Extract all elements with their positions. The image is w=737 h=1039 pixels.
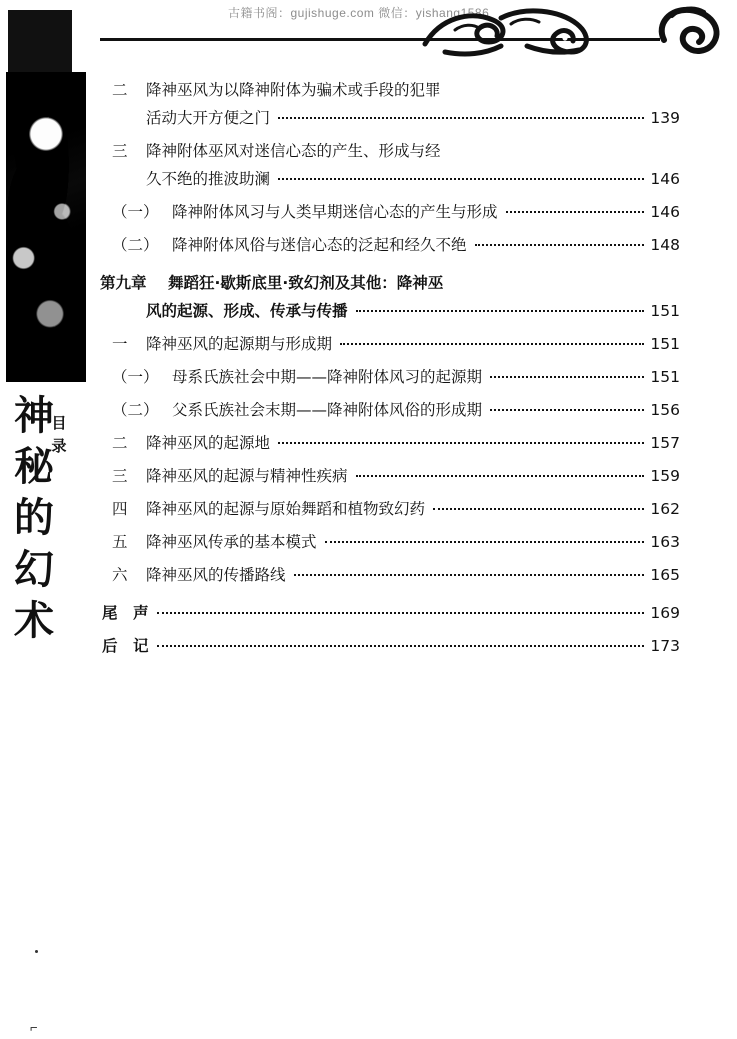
toc-page: 169 <box>650 604 680 622</box>
toc-label: 降神巫风为以降神附体为骗术或手段的犯罪 <box>146 81 441 99</box>
toc-continuation-label: 风的起源、形成、传承与传播 <box>146 302 348 320</box>
toc-leader <box>325 541 644 543</box>
toc-chapter-label: 舞蹈狂·歇斯底里·致幻剂及其他：降神巫 <box>168 274 444 292</box>
toc-label: 降神巫风的起源与精神性疾病 <box>146 467 348 485</box>
toc-marker: （一） <box>112 368 159 386</box>
toc-page: 139 <box>650 109 680 127</box>
spine-section-label <box>48 412 70 457</box>
watermark-text: 古籍书阁：gujishuge.com 微信：yishang1586 <box>228 6 490 20</box>
toc-page: 165 <box>650 566 680 584</box>
toc-marker: 后 记 <box>102 637 149 655</box>
spine-dot-mark <box>35 950 38 953</box>
toc-label: 父系氏族社会末期——降神附体风俗的形成期 <box>172 401 483 419</box>
spine-char-1: 秘 <box>14 443 54 491</box>
toc-marker: 一 <box>112 335 128 353</box>
toc-entry[interactable] <box>100 78 680 100</box>
toc-leader <box>506 211 644 213</box>
toc-page: 151 <box>650 302 680 320</box>
spine-char-0: 神 <box>14 392 54 439</box>
toc-page: 156 <box>650 401 680 419</box>
toc-label: 降神巫风的起源地 <box>146 434 271 452</box>
toc-entry[interactable] <box>100 332 680 354</box>
seal-ornament <box>650 0 730 58</box>
toc-entry[interactable] <box>100 464 680 486</box>
spine-char-3: 幻 <box>14 545 54 593</box>
toc-leader <box>490 409 644 411</box>
toc-entry-epilogue[interactable] <box>100 601 680 623</box>
toc-page: 162 <box>650 500 680 518</box>
toc-marker: 五 <box>112 533 128 551</box>
toc-entry[interactable] <box>100 431 680 453</box>
toc-leader <box>340 343 644 345</box>
toc-entry[interactable] <box>100 497 680 519</box>
toc-entry[interactable] <box>100 233 680 255</box>
toc-page: 163 <box>650 533 680 551</box>
toc-page: 151 <box>650 335 680 353</box>
toc-page: 151 <box>650 368 680 386</box>
toc-leader <box>278 442 644 444</box>
toc-page: 157 <box>650 434 680 452</box>
spine-block-top <box>8 10 72 72</box>
toc-leader <box>278 178 644 180</box>
spine-label-char-0: 目 <box>51 414 67 432</box>
toc-page: 146 <box>650 170 680 188</box>
toc-continuation-label: 久不绝的推波助澜 <box>146 170 271 188</box>
toc-entry-continuation[interactable] <box>100 106 680 128</box>
toc-label: 降神巫风的传播路线 <box>146 566 286 584</box>
spine-bottom-mark: ⌐ <box>30 1020 38 1035</box>
toc-entry[interactable] <box>100 563 680 585</box>
toc-page: 173 <box>650 637 680 655</box>
toc-leader <box>157 645 644 647</box>
toc-marker: （二） <box>112 236 159 254</box>
toc-leader <box>278 117 644 119</box>
toc-page: 159 <box>650 467 680 485</box>
toc-continuation-label: 活动大开方便之门 <box>146 109 271 127</box>
toc-label: 降神巫风的起源与原始舞蹈和植物致幻药 <box>146 500 426 518</box>
toc-label: 降神附体风俗与迷信心态的泛起和经久不绝 <box>172 236 467 254</box>
toc-leader <box>356 310 644 312</box>
toc-entry[interactable] <box>100 365 680 387</box>
toc-leader <box>490 376 644 378</box>
toc-marker: 二 <box>112 434 128 452</box>
toc-marker: （二） <box>112 401 159 419</box>
toc-marker: 四 <box>112 500 128 518</box>
toc-label: 降神巫风的起源期与形成期 <box>146 335 333 353</box>
dragon-ornament <box>415 0 615 62</box>
toc-chapter-continuation[interactable] <box>100 299 680 321</box>
spine-char-2: 的 <box>14 494 54 542</box>
toc-label: 降神巫风传承的基本模式 <box>146 533 317 551</box>
toc-chapter-marker: 第九章 <box>100 274 147 292</box>
toc-label: 降神附体风习与人类早期迷信心态的产生与形成 <box>172 203 498 221</box>
toc-page: 148 <box>650 236 680 254</box>
toc-leader <box>157 612 644 614</box>
toc-marker: 尾 声 <box>102 604 149 622</box>
toc-marker: 三 <box>112 467 128 485</box>
toc-page: 146 <box>650 203 680 221</box>
toc-marker: 二 <box>112 81 128 99</box>
toc-entry[interactable] <box>100 398 680 420</box>
spine-label-char-1: 录 <box>51 436 67 455</box>
spine-ink-texture <box>6 72 86 382</box>
toc-entry[interactable] <box>100 530 680 552</box>
toc-entry-continuation[interactable] <box>100 167 680 189</box>
toc-label: 降神附体巫风对迷信心态的产生、形成与经 <box>146 142 441 160</box>
toc-chapter-entry[interactable] <box>100 271 680 293</box>
spine-char-4: 术 <box>14 596 54 644</box>
toc-leader <box>433 508 644 510</box>
toc-leader <box>356 475 644 477</box>
table-of-contents <box>100 78 680 667</box>
book-spine-decoration <box>0 0 92 1039</box>
toc-entry[interactable] <box>100 139 680 161</box>
toc-leader <box>475 244 644 246</box>
toc-marker: 三 <box>112 142 128 160</box>
toc-marker: 六 <box>112 566 128 584</box>
toc-entry-postscript[interactable] <box>100 634 680 656</box>
toc-marker: （一） <box>112 203 159 221</box>
toc-label: 母系氏族社会中期——降神附体风习的起源期 <box>172 368 483 386</box>
toc-entry[interactable] <box>100 200 680 222</box>
toc-leader <box>294 574 644 576</box>
